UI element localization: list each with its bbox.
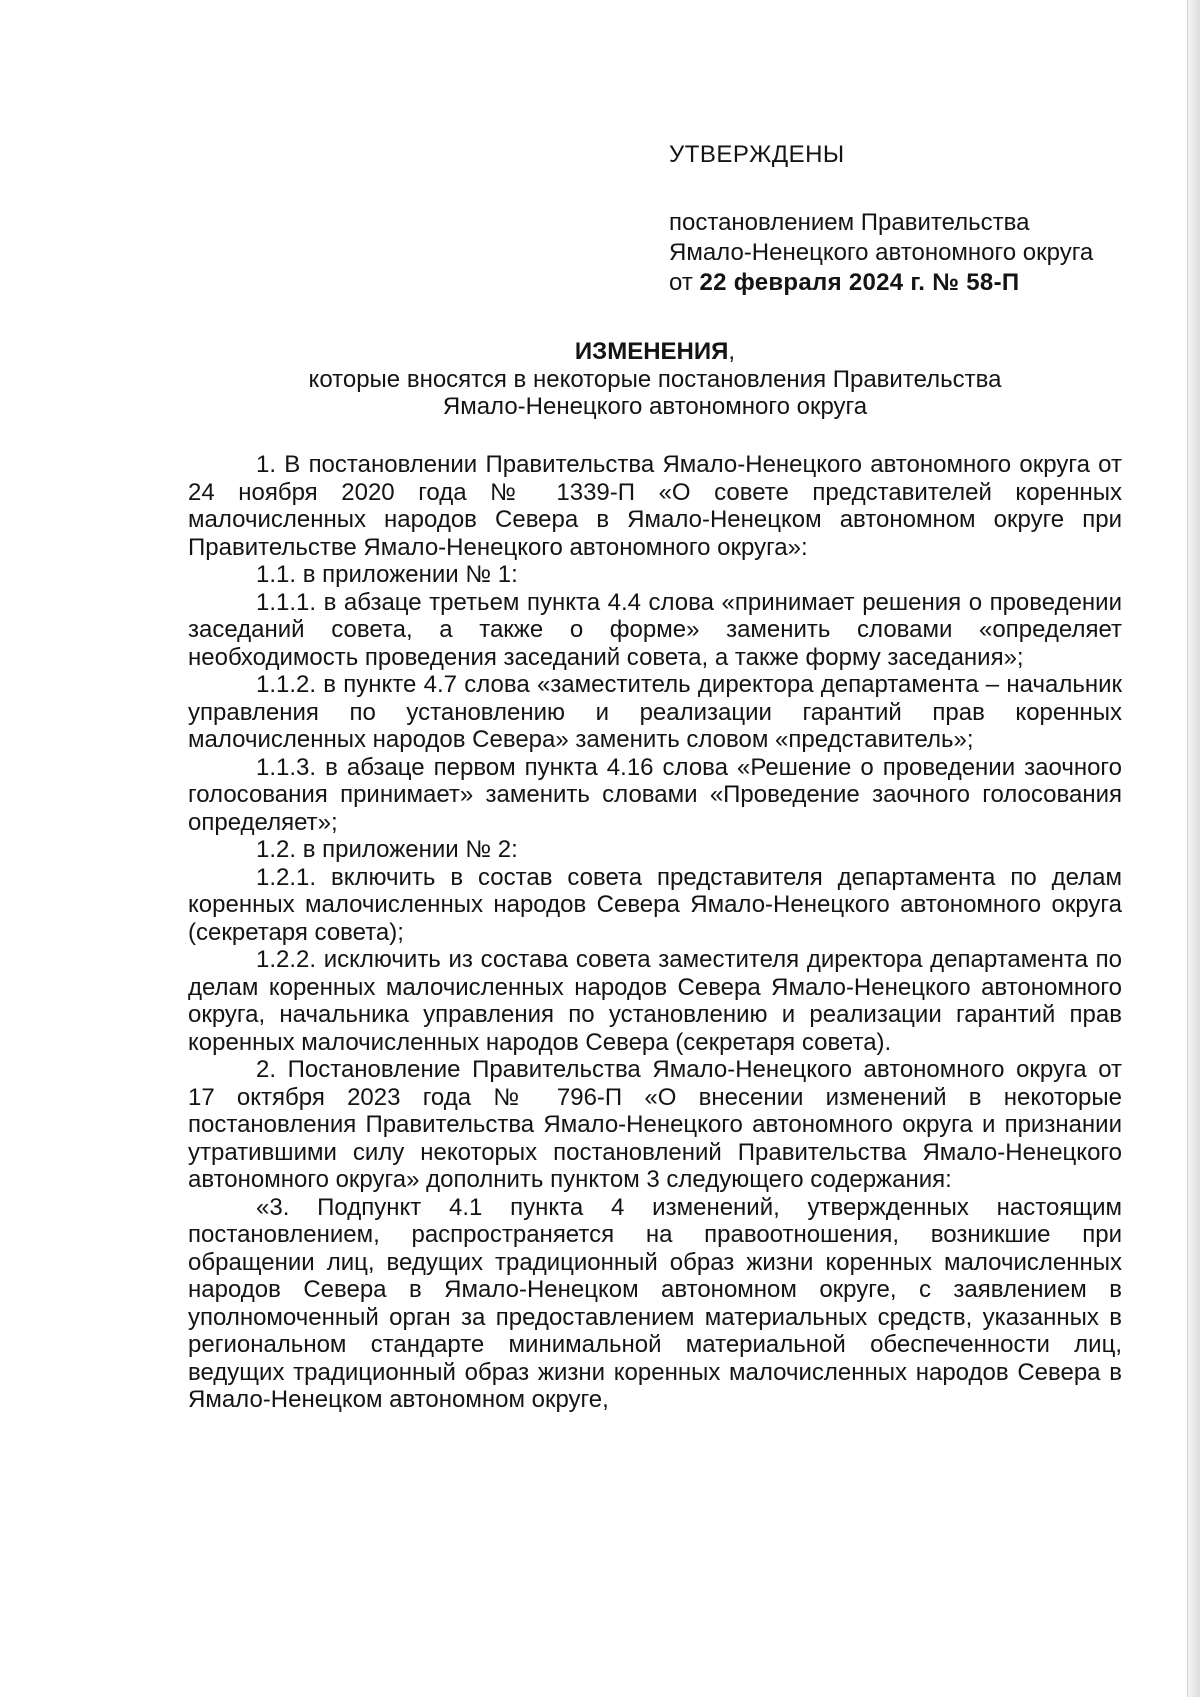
approval-block xyxy=(669,140,1139,298)
heading-title-line xyxy=(188,338,1122,366)
page-edge-shadow xyxy=(1187,0,1200,1697)
approval-date-prefix: от xyxy=(669,269,700,296)
document-subtitle-1: которые вносятся в некоторые постановления Правительства xyxy=(308,365,1002,393)
approval-line-2: Ямало-Ненецкого автономного округа xyxy=(669,239,1094,266)
paragraph-quote-3: «3. Подпункт 4.1 пункта 4 изменений, утвержденных настоящим постановлением, распространяется на правоотношения, возникшие при обращении лиц, ведущих традиционный образ жизни коренных малочисленных народов Севера в Ямало-Ненецком автономном округе, с заявлением в уполномоченный орган за предоставлением материальных средств, указанных в региональном стандарте минимальной материальной обеспеченности лиц, ведущих традиционный образ жизни коренных малочисленных народов Севера в Ямало-Ненецком автономном округе, xyxy=(188,1193,1122,1413)
paragraph-1: 1. В постановлении Правительства Ямало-Ненецкого автономного округа от 24 ноября 2020 года № 1339-П «О совете представителей коренных малочисленных народов Севера в Ямало-Ненецком автономном округе при Правительстве Ямало-Ненецкого автономного округа»: xyxy=(188,451,1122,561)
paragraph-1-2: 1.2. в приложении № 2: xyxy=(256,836,518,863)
paragraph-1-2-2: 1.2.2. исключить из состава совета заместителя директора департамента по делам коренных малочисленных народов Севера Ямало-Ненецкого автономного округа, начальника управления по установлению и реализации гарантий прав коренных малочисленных народов Севера (секретаря совета). xyxy=(188,946,1122,1056)
document-heading xyxy=(188,338,1122,421)
paragraph-1-1: 1.1. в приложении № 1: xyxy=(256,561,518,588)
paragraph-1-1-2: 1.1.2. в пункте 4.7 слова «заместитель директора департамента – начальник управления по установлению и реализации гарантий прав коренных малочисленных народов Севера» заменить словом «представитель»; xyxy=(188,671,1122,753)
approval-date-value: 22 февраля 2024 г. № 58-П xyxy=(699,269,1020,296)
paragraph-1-1-1: 1.1.1. в абзаце третьем пункта 4.4 слова «принимает решения о проведении заседаний совета, а также о форме» заменить словами «определяет необходимость проведения заседаний совета, а также форму заседания»; xyxy=(188,588,1122,671)
approval-date-line xyxy=(669,268,1139,298)
document-title: ИЗМЕНЕНИЯ xyxy=(574,338,729,365)
document-subtitle-2: Ямало-Ненецкого автономного округа xyxy=(442,393,868,420)
paragraph-1-2-1: 1.2.1. включить в состав совета представителя департамента по делам коренных малочисленных народов Севера Ямало-Ненецкого автономного округа (секретаря совета); xyxy=(188,863,1122,946)
paragraph-1-1-3: 1.1.3. в абзаце первом пункта 4.16 слова «Решение о проведении заочного голосования принимает» заменить словами «Проведение заочного голосования определяет»; xyxy=(188,753,1122,836)
approval-stamp: УТВЕРЖДЕНЫ xyxy=(669,141,845,168)
document-title-comma: , xyxy=(728,338,736,365)
paragraph-2: 2. Постановление Правительства Ямало-Ненецкого автономного округа от 17 октября 2023 года № 796-П «О внесении изменений в некоторые постановления Правительства Ямало-Ненецкого автономного округа и признании утратившими силу некоторых постановлений Правительства Ямало-Ненецкого автономного округа» дополнить пунктом 3 следующего содержания: xyxy=(188,1056,1122,1193)
approval-line-1: постановлением Правительства xyxy=(669,209,1030,236)
document-body xyxy=(188,451,1122,1414)
